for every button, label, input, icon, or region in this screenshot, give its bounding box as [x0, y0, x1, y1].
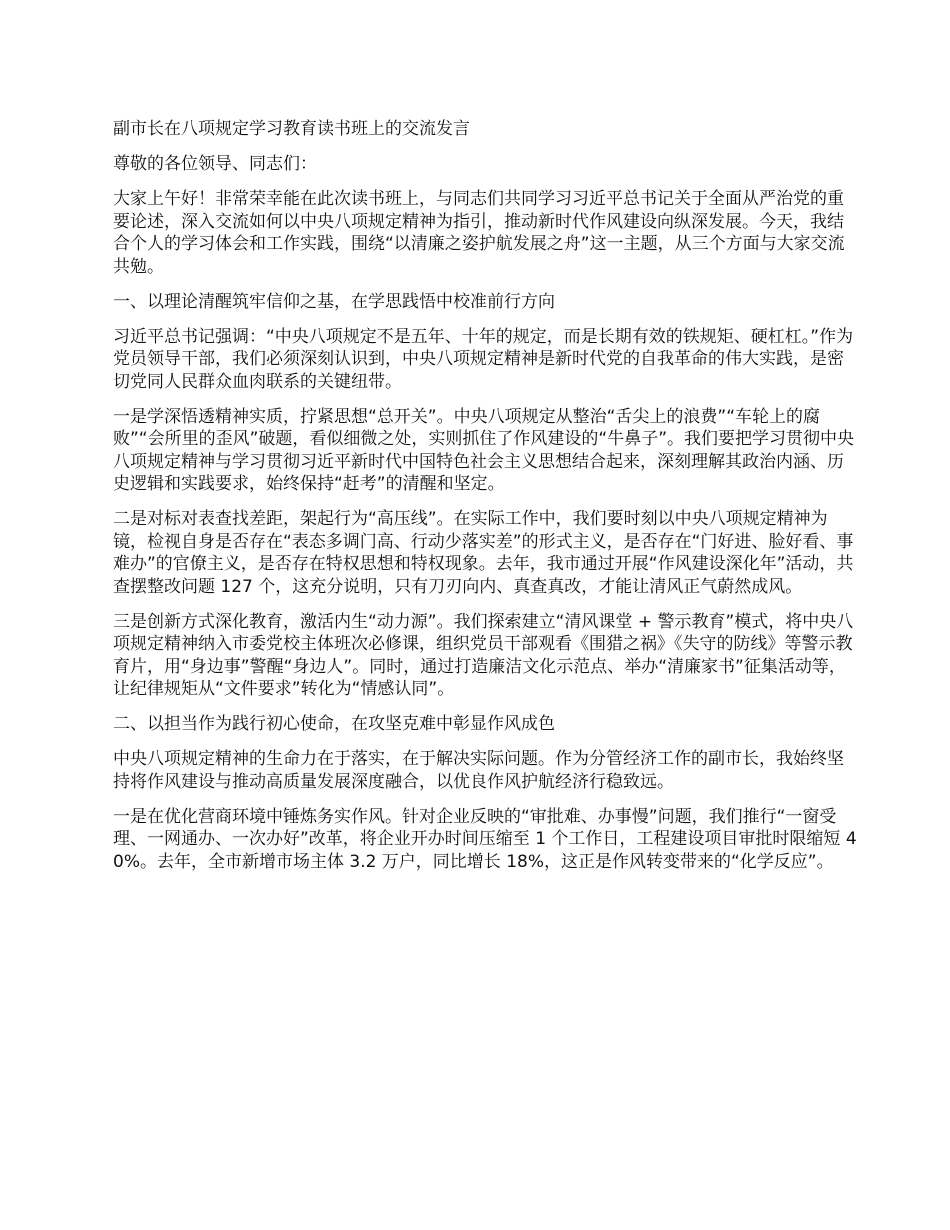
section-heading-2: 二、以担当作为践行初心使命，在攻坚克难中彰显作风成色 — [113, 714, 555, 734]
paragraph-section1-intro: 习近平总书记强调：“中央八项规定不是五年、十年的规定，而是长期有效的铁规矩、硬杠杠。”作为党员领导干部，我们必须深刻认识到，中央八项规定精神是新时代党的自我革命的伟大实践，是密切党同人民群众血肉联系的关键纽带。 — [113, 326, 854, 392]
salutation: 尊敬的各位领导、同志们： — [113, 154, 317, 174]
paragraph-section2-intro: 中央八项规定精神的生命力在于落实，在于解决实际问题。作为分管经济工作的副市长，我始终坚持将作风建设与推动高质量发展深度融合，以优良作风护航经济行稳致远。 — [113, 749, 844, 792]
paragraph-section2-point1: 一是在优化营商环境中锤炼务实作风。针对企业反映的“审批难、办事慢”问题，我们推行“一窗受理、一网通办、一次办好”改革，将企业开办时间压缩至 1 个工作日，工程建设项目审批时限缩短 40%。去年，全市新增市场主体 3.2 万户，同比增长 18%，这正是作风转变带来的“化学反应”。 — [113, 806, 857, 872]
section-heading-1: 一、以理论清醒筑牢信仰之基，在学思践悟中校准前行方向 — [113, 291, 555, 312]
paragraph-section1-point1: 一是学深悟透精神实质，拧紧思想“总开关”。中央八项规定从整治“舌尖上的浪费”“车轮上的腐败”“会所里的歪风”破题，看似细微之处，实则抓住了作风建设的“牛鼻子”。我们要把学习贯彻中央八项规定精神与学习贯彻习近平新时代中国特色社会主义思想结合起来，深刻理解其政治内涵、历史逻辑和实践要求，始终保持“赶考”的清醒和坚定。 — [113, 406, 855, 494]
paragraph-opening: 大家上午好！非常荣幸能在此次读书班上，与同志们共同学习习近平总书记关于全面从严治党的重要论述，深入交流如何以中央八项规定精神为指引，推动新时代作风建设向纵深发展。今天，我结合个人的学习体会和工作实践，围绕“以清廉之姿护航发展之舟”这一主题，从三个方面与大家交流共勉。 — [113, 189, 845, 277]
document-title: 副市长在八项规定学习教育读书班上的交流发言 — [113, 119, 470, 139]
paragraph-section1-point2: 二是对标对表查找差距，架起行为“高压线”。在实际工作中，我们要时刻以中央八项规定精神为镜，检视自身是否存在“表态多调门高、行动少落实差”的形式主义，是否存在“门好进、脸好看、事难办”的官僚主义，是否存在特权思想和特权现象。去年，我市通过开展“作风建设深化年”活动，共查摆整改问题 127 个，这充分说明，只有刀刃向内、真查真改，才能让清风正气蔚然成风。 — [113, 509, 854, 597]
document-page — [113, 118, 857, 886]
paragraph-section1-point3: 三是创新方式深化教育，激活内生“动力源”。我们探索建立“清风课堂 + 警示教育”模式，将中央八项规定精神纳入市委党校主体班次必修课，组织党员干部观看《围猎之祸》《失守的防线》等警示教育片，用“身边事”警醒“身边人”。同时，通过打造廉洁文化示范点、举办“清廉家书”征集活动等，让纪律规矩从“文件要求”转化为“情感认同”。 — [113, 611, 854, 699]
